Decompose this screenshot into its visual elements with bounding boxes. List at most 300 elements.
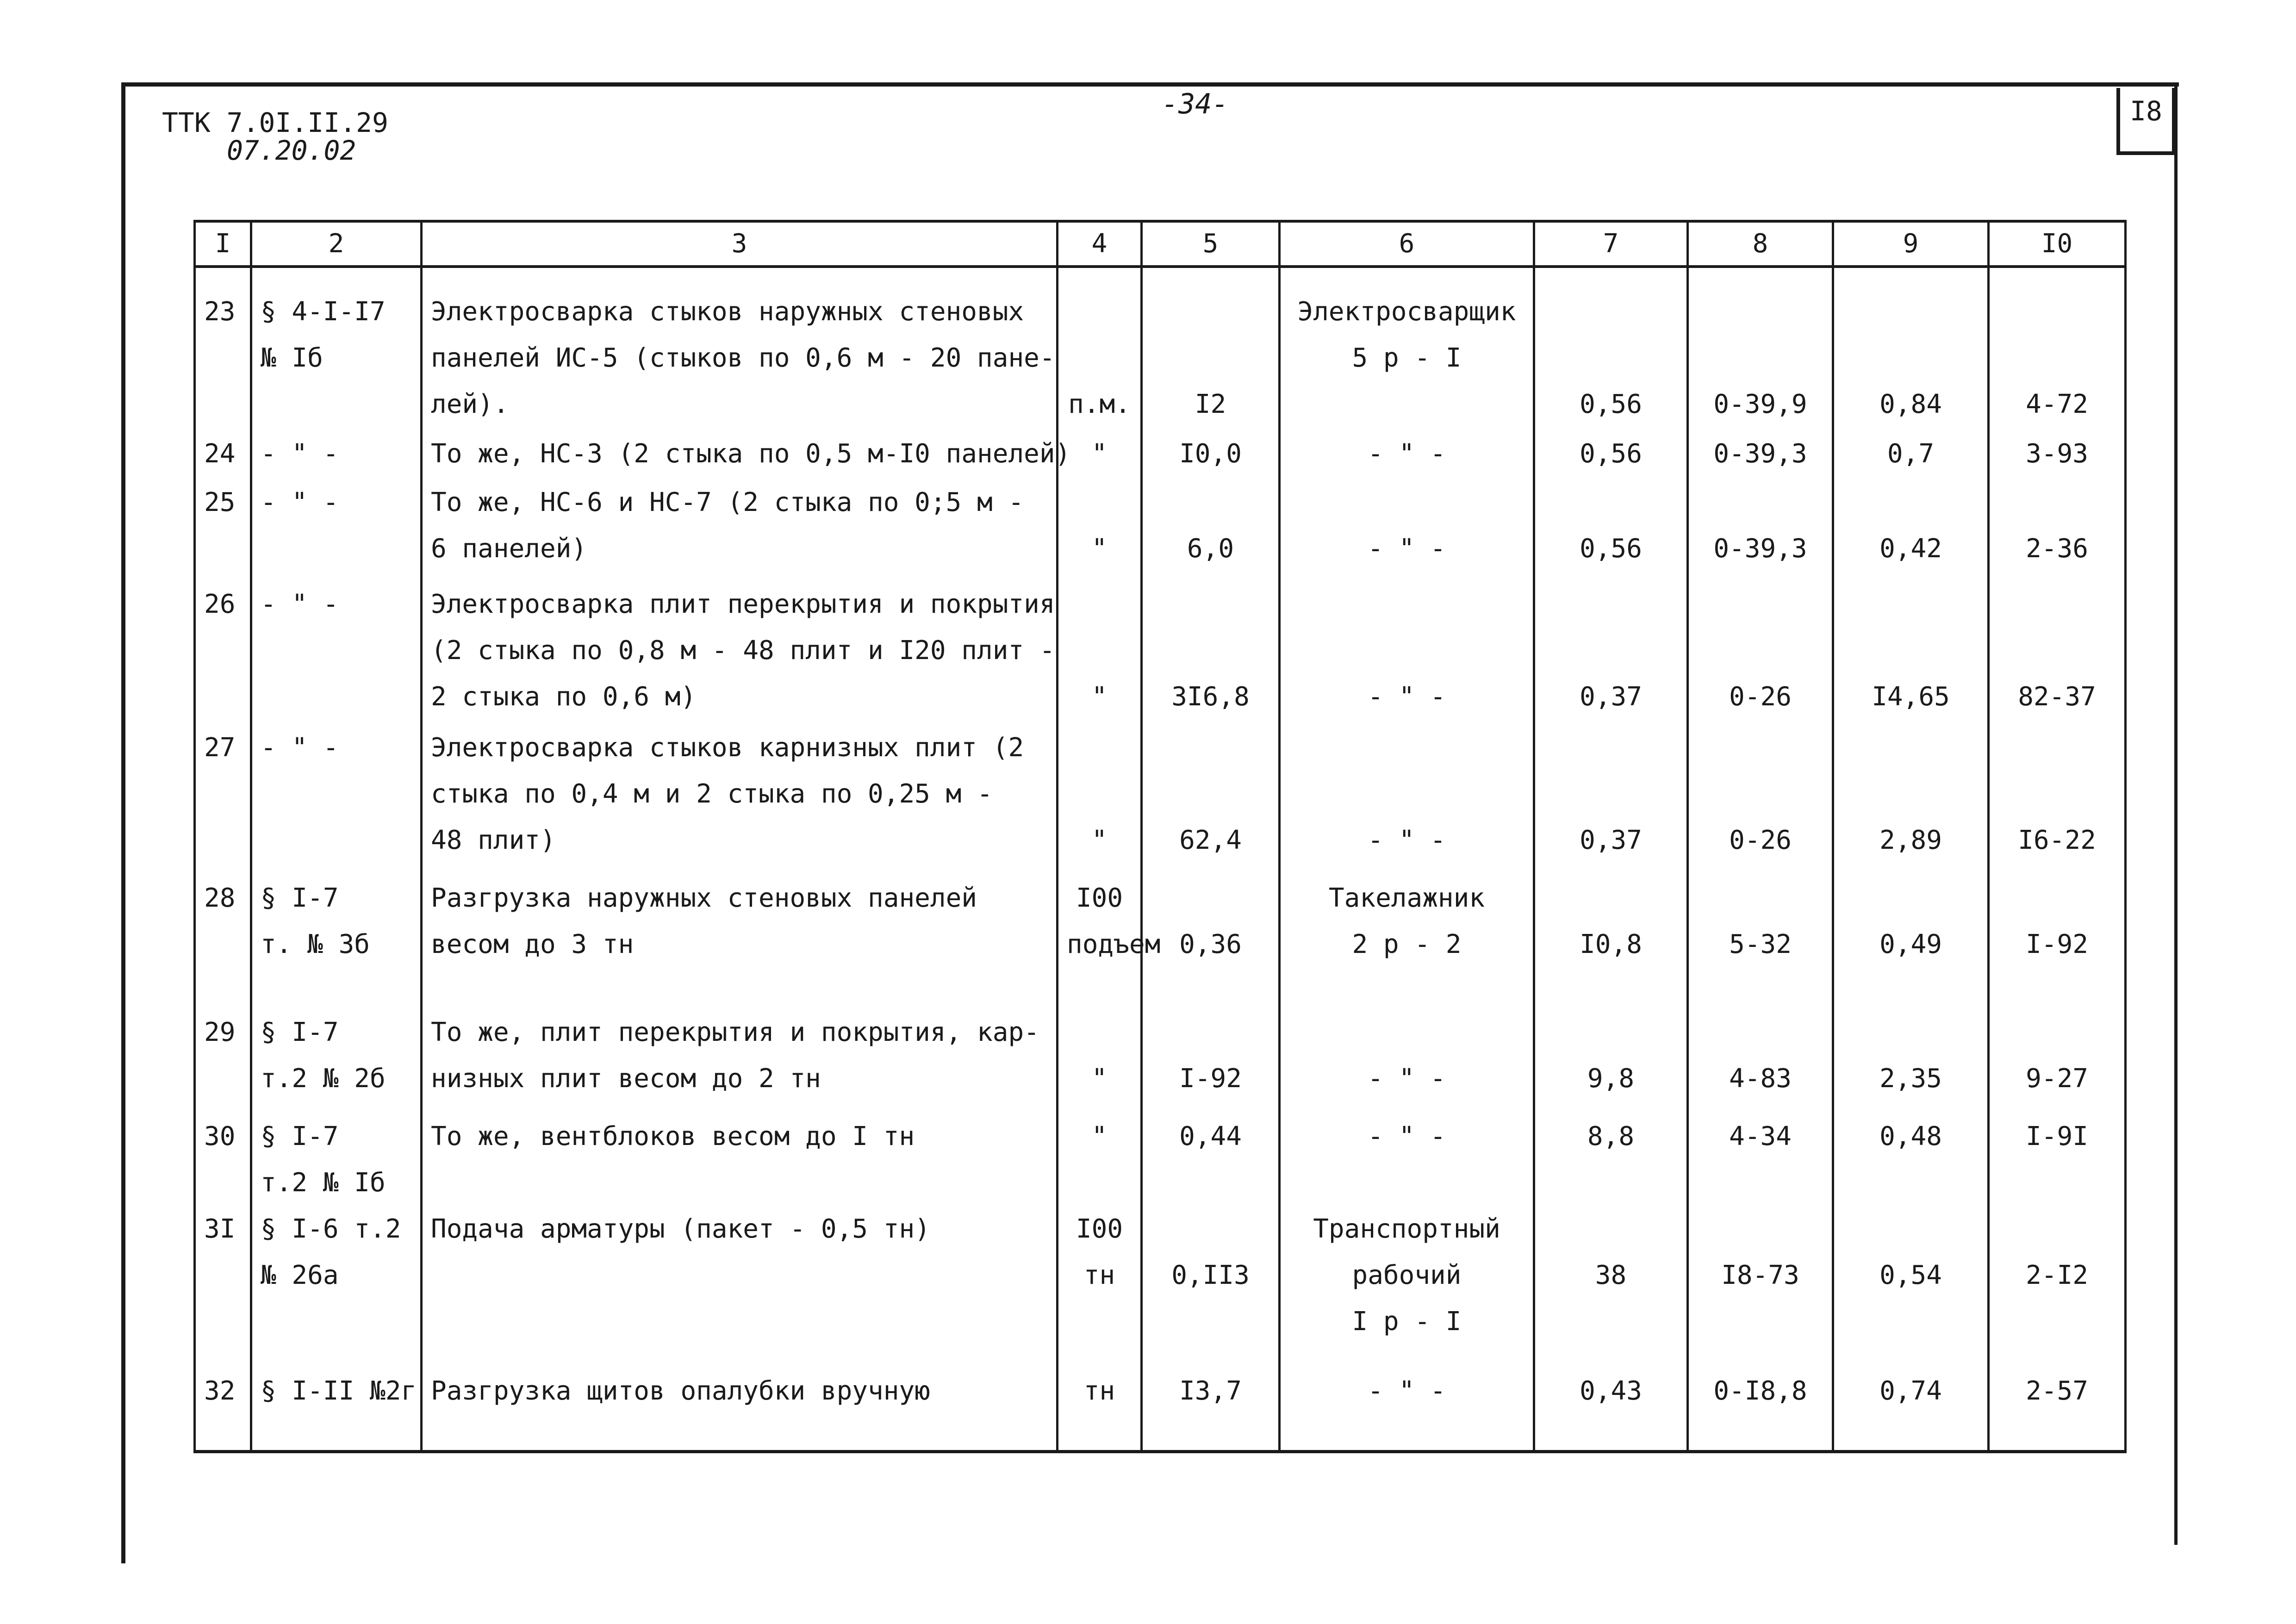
value-9-cell <box>1833 267 1989 429</box>
column-header: I <box>195 221 251 267</box>
worker-line: - " - <box>1368 439 1446 469</box>
frame-top-border <box>121 82 2179 87</box>
line-spacer <box>1697 628 1823 674</box>
line-spacer <box>1842 725 1979 771</box>
value-9-cell <box>1833 875 1989 1009</box>
value-text: 4-72 <box>2026 389 2088 419</box>
value-10-cell <box>1989 1206 2126 1368</box>
line-spacer <box>1151 725 1270 771</box>
line-spacer <box>1151 581 1270 628</box>
document-code: ТТК 7.0I.II.29 <box>162 107 388 138</box>
value-text: 38 <box>1595 1260 1627 1290</box>
worker-line: Такелажник <box>1328 883 1485 913</box>
value-9-cell <box>1833 581 1989 725</box>
just-line: § I-II №2г <box>261 1376 417 1406</box>
value-8-cell <box>1688 267 1833 429</box>
value-text: 82-37 <box>2018 682 2096 712</box>
value-text: 0,54 <box>1879 1260 1942 1290</box>
column-header: 7 <box>1534 221 1688 267</box>
quantity-cell <box>1142 1206 1280 1368</box>
value-10-cell <box>1989 479 2126 581</box>
value-text: 2-36 <box>2026 534 2088 564</box>
unit-cell <box>1058 1009 1142 1114</box>
description-cell <box>422 725 1058 875</box>
justification-cell <box>251 267 422 429</box>
value-10-cell <box>1989 725 2126 875</box>
line-spacer <box>1842 628 1979 674</box>
worker-cell <box>1280 581 1534 725</box>
value-text: 0,37 <box>1580 682 1642 712</box>
qty-line: 0,36 <box>1179 929 1242 959</box>
value-8-cell <box>1688 479 1833 581</box>
justification-cell <box>251 1206 422 1368</box>
desc-line: 48 плит) <box>431 825 556 855</box>
row-number-text: 30 <box>204 1121 236 1151</box>
value-7-cell <box>1534 479 1688 581</box>
column-header: I0 <box>1989 221 2126 267</box>
line-spacer <box>1151 335 1270 381</box>
column-header: 3 <box>422 221 1058 267</box>
value-text: 0-26 <box>1729 682 1792 712</box>
unit-cell <box>1058 725 1142 875</box>
desc-line: стыка по 0,4 м и 2 стыка по 0,25 м - <box>431 779 993 809</box>
table-header-row <box>195 221 2126 267</box>
quantity-cell <box>1142 1114 1280 1206</box>
line-spacer <box>1998 479 2116 526</box>
just-line: № Iб <box>261 343 323 373</box>
line-spacer <box>1998 1206 2116 1252</box>
qty-line: I3,7 <box>1179 1376 1242 1406</box>
value-text: 0-39,9 <box>1713 389 1807 419</box>
value-text: 0,42 <box>1879 534 1942 564</box>
sheet-number: I8 <box>2130 95 2162 127</box>
table-row <box>195 581 2126 725</box>
row-number <box>195 875 251 1009</box>
line-spacer <box>1842 1206 1979 1252</box>
just-line: т.2 № 2б <box>261 1064 386 1094</box>
column-header: 2 <box>251 221 422 267</box>
table-row <box>195 267 2126 429</box>
worker-line: - " - <box>1368 534 1446 564</box>
worker-cell <box>1280 725 1534 875</box>
quantity-cell <box>1142 267 1280 429</box>
line-spacer <box>1842 581 1979 628</box>
description-cell <box>422 267 1058 429</box>
line-spacer <box>1998 628 2116 674</box>
table-row <box>195 429 2126 479</box>
quantity-cell <box>1142 1368 1280 1451</box>
line-spacer <box>1998 771 2116 817</box>
unit-cell <box>1058 581 1142 725</box>
value-text: 0-39,3 <box>1713 439 1807 469</box>
qty-line: 3I6,8 <box>1171 682 1250 712</box>
line-spacer <box>1151 289 1270 335</box>
value-text: 0,84 <box>1879 389 1942 419</box>
value-10-cell <box>1989 875 2126 1009</box>
line-spacer <box>1697 479 1823 526</box>
value-9-cell <box>1833 479 1989 581</box>
value-10-cell <box>1989 1368 2126 1451</box>
row-number-text: 24 <box>204 439 236 469</box>
just-line: т. № 3б <box>261 929 370 959</box>
worker-line: рабочий <box>1352 1260 1462 1290</box>
worker-cell <box>1280 1206 1534 1368</box>
unit-line: I00 <box>1076 1214 1123 1244</box>
desc-line: Электросварка стыков карнизных плит (2 <box>431 733 1024 763</box>
value-text: 0,56 <box>1580 389 1642 419</box>
line-spacer <box>1543 875 1678 921</box>
qty-line: 0,II3 <box>1171 1260 1250 1290</box>
value-text: I8-73 <box>1721 1260 1799 1290</box>
table-row <box>195 1368 2126 1451</box>
line-spacer <box>1998 725 2116 771</box>
value-8-cell <box>1688 1114 1833 1206</box>
column-header: 6 <box>1280 221 1534 267</box>
justification-cell <box>251 1009 422 1114</box>
value-8-cell <box>1688 1009 1833 1114</box>
line-spacer <box>1842 771 1979 817</box>
unit-line: " <box>1091 1064 1108 1094</box>
desc-line: низных плит весом до 2 тн <box>431 1064 821 1094</box>
row-number <box>195 429 251 479</box>
unit-line: I00 <box>1076 883 1123 913</box>
just-line: - " - <box>261 589 339 619</box>
line-spacer <box>1543 771 1678 817</box>
quantity-cell <box>1142 581 1280 725</box>
line-spacer <box>1998 581 2116 628</box>
description-cell <box>422 1368 1058 1451</box>
column-header: 8 <box>1688 221 1833 267</box>
worker-line: 2 р - 2 <box>1352 929 1462 959</box>
value-9-cell <box>1833 429 1989 479</box>
just-line: § I-6 т.2 <box>261 1214 401 1244</box>
value-10-cell <box>1989 581 2126 725</box>
value-7-cell <box>1534 267 1688 429</box>
line-spacer <box>1067 335 1132 381</box>
description-cell <box>422 1206 1058 1368</box>
frame-left-border <box>121 82 125 1563</box>
line-spacer <box>1151 1206 1270 1252</box>
line-spacer <box>1998 289 2116 335</box>
value-10-cell <box>1989 1114 2126 1206</box>
just-line: - " - <box>261 733 339 763</box>
just-line: т.2 № Iб <box>261 1168 386 1198</box>
just-line: - " - <box>261 439 339 469</box>
worker-line: - " - <box>1368 682 1446 712</box>
worker-cell <box>1280 1009 1534 1114</box>
value-text: 0,56 <box>1580 534 1642 564</box>
row-number <box>195 581 251 725</box>
line-spacer <box>1998 875 2116 921</box>
unit-cell <box>1058 1206 1142 1368</box>
unit-line: п.м. <box>1068 389 1131 419</box>
worker-cell <box>1280 429 1534 479</box>
desc-line: (2 стыка по 0,8 м - 48 плит и I20 плит - <box>431 635 1055 666</box>
justification-cell <box>251 479 422 581</box>
row-number-text: 25 <box>204 487 236 517</box>
value-text: 0,56 <box>1580 439 1642 469</box>
just-line: § I-7 <box>261 883 339 913</box>
value-7-cell <box>1534 725 1688 875</box>
line-spacer <box>1067 1009 1132 1056</box>
desc-line: 6 панелей) <box>431 534 587 564</box>
quantity-cell <box>1142 479 1280 581</box>
desc-line: То же, вентблоков весом до I тн <box>431 1121 915 1151</box>
justification-cell <box>251 581 422 725</box>
value-text: 8,8 <box>1587 1121 1635 1151</box>
value-text: 0,48 <box>1879 1121 1942 1151</box>
value-text: 0,7 <box>1887 439 1935 469</box>
column-header: 4 <box>1058 221 1142 267</box>
qty-line: I-92 <box>1179 1064 1242 1094</box>
value-text: 4-34 <box>1729 1121 1792 1151</box>
row-number-text: 32 <box>204 1376 236 1406</box>
line-spacer <box>1151 771 1270 817</box>
value-7-cell <box>1534 1368 1688 1451</box>
line-spacer <box>1842 335 1979 381</box>
line-spacer <box>1289 628 1524 674</box>
unit-cell <box>1058 267 1142 429</box>
line-spacer <box>1998 335 2116 381</box>
line-spacer <box>1697 725 1823 771</box>
document-subcode: 07.20.02 <box>227 135 356 166</box>
unit-line: " <box>1091 1121 1108 1151</box>
desc-line: То же, плит перекрытия и покрытия, кар- <box>431 1017 1039 1047</box>
justification-cell <box>251 875 422 1009</box>
column-header: 9 <box>1833 221 1989 267</box>
value-text: 0,43 <box>1580 1376 1642 1406</box>
value-text: 4-83 <box>1729 1064 1792 1094</box>
unit-cell <box>1058 875 1161 1009</box>
justification-cell <box>251 1114 422 1206</box>
just-line: § I-7 <box>261 1017 339 1047</box>
value-7-cell <box>1534 1114 1688 1206</box>
value-7-cell <box>1534 1009 1688 1114</box>
line-spacer <box>1067 289 1132 335</box>
line-spacer <box>1543 628 1678 674</box>
unit-cell <box>1058 479 1142 581</box>
value-text: 0-39,3 <box>1713 534 1807 564</box>
worker-line: - " - <box>1368 825 1446 855</box>
line-spacer <box>1697 875 1823 921</box>
table-row <box>195 1114 2126 1206</box>
worker-cell <box>1280 1368 1534 1451</box>
just-line: § I-7 <box>261 1121 339 1151</box>
description-cell <box>422 1009 1058 1114</box>
justification-cell <box>251 725 422 875</box>
value-text: 0,74 <box>1879 1376 1942 1406</box>
row-number-text: 23 <box>204 297 236 327</box>
line-spacer <box>1697 581 1823 628</box>
line-spacer <box>1289 581 1524 628</box>
line-spacer <box>1289 1009 1524 1056</box>
line-spacer <box>1151 875 1270 921</box>
value-text: I-92 <box>2026 929 2088 959</box>
frame-right-border <box>2174 82 2178 1545</box>
sheet-number-box <box>2116 88 2176 155</box>
line-spacer <box>1067 581 1132 628</box>
desc-line: То же, НС-6 и НС-7 (2 стыка по 0;5 м - <box>431 487 1024 517</box>
desc-line: Электросварка плит перекрытия и покрытия <box>431 589 1055 619</box>
row-number-text: 26 <box>204 589 236 619</box>
worker-cell <box>1280 875 1534 1009</box>
unit-line: " <box>1091 682 1108 712</box>
line-spacer <box>1067 628 1132 674</box>
desc-line: То же, НС-3 (2 стыка по 0,5 м-I0 панелей) <box>431 439 1071 469</box>
line-spacer <box>1543 725 1678 771</box>
line-spacer <box>1151 1009 1270 1056</box>
line-spacer <box>1842 1009 1979 1056</box>
description-cell <box>422 581 1058 725</box>
quantity-cell <box>1142 1009 1280 1114</box>
value-7-cell <box>1534 1206 1688 1368</box>
value-text: 2-57 <box>2026 1376 2088 1406</box>
value-9-cell <box>1833 1368 1989 1451</box>
line-spacer <box>1998 1009 2116 1056</box>
value-text: 0-I8,8 <box>1713 1376 1807 1406</box>
line-spacer <box>1543 335 1678 381</box>
line-spacer <box>1697 1206 1823 1252</box>
quantity-cell <box>1142 429 1280 479</box>
worker-line: - " - <box>1368 1121 1446 1151</box>
just-line: § 4-I-I7 <box>261 297 386 327</box>
value-text: 0-26 <box>1729 825 1792 855</box>
row-number-text: 3I <box>204 1214 236 1244</box>
line-spacer <box>1151 628 1270 674</box>
table-row <box>195 479 2126 581</box>
value-text: 3-93 <box>2026 439 2088 469</box>
line-spacer <box>1543 479 1678 526</box>
description-cell <box>422 479 1058 581</box>
labor-costs-table <box>193 220 2127 1453</box>
worker-cell <box>1280 267 1534 429</box>
qty-line: I2 <box>1195 389 1226 419</box>
value-7-cell <box>1534 875 1688 1009</box>
value-text: 9-27 <box>2026 1064 2088 1094</box>
value-text: 9,8 <box>1587 1064 1635 1094</box>
row-number-text: 27 <box>204 733 236 763</box>
value-text: I6-22 <box>2018 825 2096 855</box>
line-spacer <box>1842 479 1979 526</box>
line-spacer <box>1289 725 1524 771</box>
value-text: 0,49 <box>1879 929 1942 959</box>
row-number <box>195 1368 251 1451</box>
table-row <box>195 875 2126 1009</box>
desc-line: Разгрузка наружных стеновых панелей <box>431 883 977 913</box>
value-9-cell <box>1833 1009 1989 1114</box>
line-spacer <box>1289 479 1524 526</box>
line-spacer <box>1543 1009 1678 1056</box>
qty-line: 62,4 <box>1179 825 1242 855</box>
row-number <box>195 1206 251 1368</box>
value-text: 2-I2 <box>2026 1260 2088 1290</box>
line-spacer <box>1067 479 1132 526</box>
line-spacer <box>1697 289 1823 335</box>
line-spacer <box>1543 289 1678 335</box>
justification-cell <box>251 1368 422 1451</box>
table-row <box>195 1009 2126 1114</box>
desc-line: лей). <box>431 389 509 419</box>
worker-line: 5 р - I <box>1352 343 1462 373</box>
value-10-cell <box>1989 267 2126 429</box>
unit-cell <box>1058 1368 1142 1451</box>
value-text: 0,37 <box>1580 825 1642 855</box>
desc-line: Подача арматуры (пакет - 0,5 тн) <box>431 1214 930 1244</box>
worker-line: - " - <box>1368 1064 1446 1094</box>
table-row <box>195 725 2126 875</box>
value-7-cell <box>1534 581 1688 725</box>
row-number <box>195 267 251 429</box>
value-8-cell <box>1688 1368 1833 1451</box>
value-7-cell <box>1534 429 1688 479</box>
line-spacer <box>1697 771 1823 817</box>
description-cell <box>422 1114 1058 1206</box>
column-header: 5 <box>1142 221 1280 267</box>
line-spacer <box>1067 771 1132 817</box>
line-spacer <box>1067 725 1132 771</box>
value-9-cell <box>1833 1114 1989 1206</box>
just-line: № 26а <box>261 1260 339 1290</box>
unit-line: " <box>1091 439 1108 469</box>
description-cell <box>422 875 1058 1009</box>
desc-line: 2 стыка по 0,6 м) <box>431 682 697 712</box>
justification-cell <box>251 429 422 479</box>
value-10-cell <box>1989 429 2126 479</box>
value-8-cell <box>1688 429 1833 479</box>
line-spacer <box>1543 581 1678 628</box>
qty-line: 6,0 <box>1187 534 1234 564</box>
unit-line: " <box>1091 825 1108 855</box>
desc-line: Электросварка стыков наружных стеновых <box>431 297 1024 327</box>
unit-line: тн <box>1083 1260 1115 1290</box>
value-text: 2,89 <box>1879 825 1942 855</box>
worker-line: - " - <box>1368 1376 1446 1406</box>
table-body <box>195 267 2126 1451</box>
value-text: I4,65 <box>1872 682 1950 712</box>
row-number-text: 28 <box>204 883 236 913</box>
line-spacer <box>1697 1009 1823 1056</box>
unit-line: тн <box>1083 1376 1115 1406</box>
unit-line: подъем <box>1067 929 1161 959</box>
row-number <box>195 1114 251 1206</box>
value-8-cell <box>1688 1206 1833 1368</box>
page-number: -34- <box>1162 88 1229 120</box>
value-9-cell <box>1833 725 1989 875</box>
desc-line: Разгрузка щитов опалубки вручную <box>431 1376 930 1406</box>
line-spacer <box>1151 479 1270 526</box>
row-number-text: 29 <box>204 1017 236 1047</box>
value-10-cell <box>1989 1009 2126 1114</box>
line-spacer <box>1697 335 1823 381</box>
worker-line: I р - I <box>1352 1307 1462 1337</box>
quantity-cell <box>1142 875 1280 1009</box>
row-number <box>195 479 251 581</box>
desc-line: весом до 3 тн <box>431 929 634 959</box>
line-spacer <box>1543 1206 1678 1252</box>
value-8-cell <box>1688 581 1833 725</box>
row-number <box>195 1009 251 1114</box>
quantity-cell <box>1142 725 1280 875</box>
worker-line: Транспортный <box>1313 1214 1500 1244</box>
value-9-cell <box>1833 1206 1989 1368</box>
worker-cell <box>1280 479 1534 581</box>
worker-cell <box>1280 1114 1534 1206</box>
worker-line: Электросварщик <box>1297 297 1516 327</box>
value-8-cell <box>1688 875 1833 1009</box>
description-cell <box>422 429 1071 479</box>
line-spacer <box>1842 289 1979 335</box>
just-line: - " - <box>261 487 339 517</box>
